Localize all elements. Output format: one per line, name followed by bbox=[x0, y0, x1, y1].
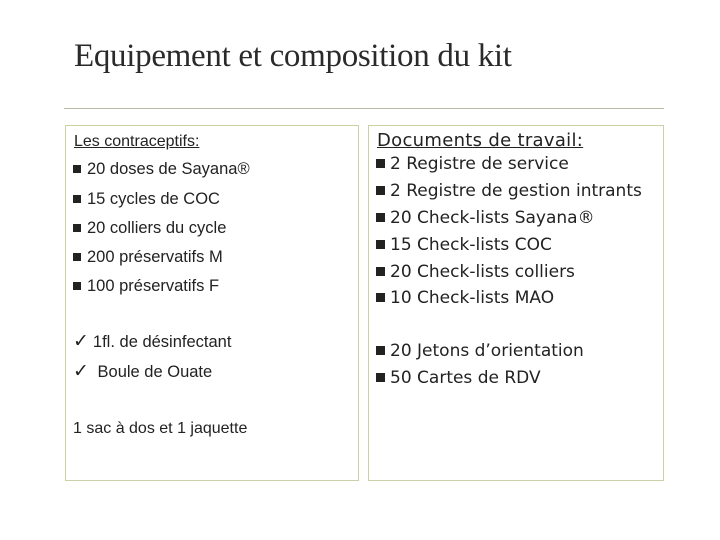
checkmark-icon: ✓ bbox=[73, 330, 89, 352]
list-item-text: 20 doses de Sayana® bbox=[87, 160, 250, 178]
list-item-text: 20 Check-lists Sayana® bbox=[390, 208, 595, 228]
square-bullet-icon bbox=[376, 213, 385, 222]
list-item-text: 100 préservatifs F bbox=[87, 277, 220, 295]
list-item bbox=[376, 181, 642, 201]
list-item-text: 20 Jetons d’orientation bbox=[390, 341, 584, 361]
list-item-text: 2 Registre de service bbox=[390, 154, 569, 174]
list-item bbox=[376, 262, 575, 282]
contraceptives-heading: Les contraceptifs: bbox=[74, 133, 200, 150]
list-item bbox=[73, 248, 223, 267]
title-divider bbox=[64, 108, 664, 109]
list-item bbox=[376, 288, 554, 308]
square-bullet-icon bbox=[73, 253, 81, 261]
list-item bbox=[376, 341, 584, 361]
square-bullet-icon bbox=[376, 267, 385, 276]
list-item bbox=[73, 277, 219, 296]
bag-jacket-note: 1 sac à dos et 1 jaquette bbox=[73, 420, 248, 437]
square-bullet-icon bbox=[376, 346, 385, 355]
square-bullet-icon bbox=[73, 282, 81, 290]
square-bullet-icon bbox=[376, 186, 385, 195]
list-item bbox=[73, 219, 226, 238]
list-item bbox=[73, 160, 250, 179]
list-item bbox=[376, 368, 541, 388]
list-item-text: 2 Registre de gestion intrants bbox=[390, 181, 642, 201]
contraceptives-panel bbox=[65, 125, 359, 481]
square-bullet-icon bbox=[376, 159, 385, 168]
documents-heading: Documents de travail: bbox=[377, 130, 584, 151]
documents-panel bbox=[368, 125, 664, 481]
check-item-text: 1fl. de désinfectant bbox=[92, 333, 232, 351]
checkmark-icon: ✓ bbox=[73, 360, 89, 382]
list-item bbox=[376, 208, 595, 228]
list-item-text: 20 colliers du cycle bbox=[87, 219, 227, 237]
square-bullet-icon bbox=[376, 240, 385, 249]
list-item-text: 10 Check-lists MAO bbox=[390, 288, 555, 308]
list-item-text: 50 Cartes de RDV bbox=[390, 368, 541, 388]
check-item bbox=[73, 360, 212, 382]
list-item bbox=[73, 190, 220, 209]
check-item bbox=[73, 330, 231, 352]
list-item-text: 200 préservatifs M bbox=[87, 248, 223, 266]
square-bullet-icon bbox=[73, 224, 81, 232]
check-item-text: Boule de Ouate bbox=[92, 363, 213, 381]
page-title: Equipement et composition du kit bbox=[74, 38, 512, 74]
square-bullet-icon bbox=[376, 373, 385, 382]
square-bullet-icon bbox=[73, 195, 81, 203]
square-bullet-icon bbox=[73, 165, 81, 173]
list-item-text: 15 Check-lists COC bbox=[390, 235, 552, 255]
square-bullet-icon bbox=[376, 293, 385, 302]
list-item-text: 15 cycles de COC bbox=[87, 190, 220, 208]
list-item-text: 20 Check-lists colliers bbox=[390, 262, 575, 282]
list-item bbox=[376, 235, 552, 255]
list-item bbox=[376, 154, 569, 174]
